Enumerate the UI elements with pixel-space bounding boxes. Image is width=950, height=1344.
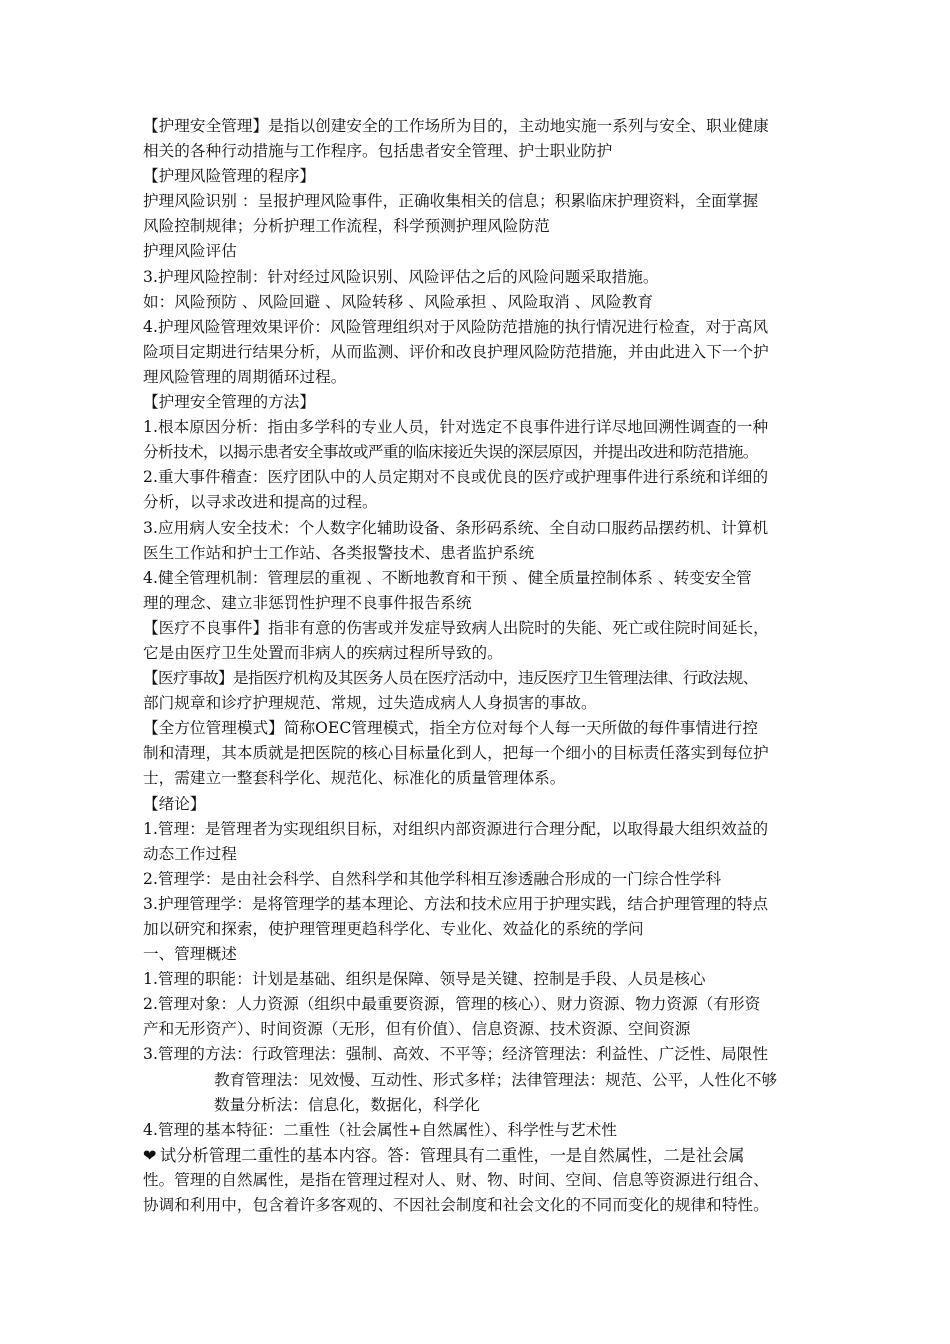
text-line: 如：风险预防 、风险回避 、风险转移 、风险承担 、风险取消 、风险教育 [143,292,653,311]
text-line: 教育管理法：见效慢、互动性、形式多样；法律管理法：规范、公平，人性化不够 [214,1070,778,1089]
text-line: 理的理念、建立非惩罚性护理不良事件报告系统 [143,593,472,612]
text-line: 4.健全管理机制：管理层的重视 、不断地教育和干预 、健全质量控制体系 、转变安全管 [143,568,752,587]
text-line: 3.护理管理学：是将管理学的基本理论、方法和技术应用于护理实践，结合护理管理的特点 [143,894,769,913]
question-line [143,1143,811,1168]
text-line: 4.护理风险管理效果评价：风险管理组织对于风险防范措施的执行情况进行检查，对于高风 [143,317,769,336]
text-line: 制和清理，其本质就是把医院的核心目标量化到人，把每一个细小的目标责任落实到每位护 [143,744,769,763]
text-line: 护理风险评估 [143,242,237,261]
text-line: 险项目定期进行结果分析，从而监测、评价和改良护理风险防范措施，并由此进入下一个护 [143,342,769,361]
text-line: 产和无形资产）、时间资源（无形，但有价值）、信息资源、技术资源、空间资源 [143,1020,691,1039]
text-line: 【医疗事故】是指医疗机构及其医务人员在医疗活动中，违反医疗卫生管理法律、行政法规、 [143,669,758,688]
text-line: 数量分析法：信息化，数据化，科学化 [214,1095,480,1114]
text-line: 3.护理风险控制：针对经过风险识别、风险评估之后的风险问题采取措施。 [143,267,659,286]
text-line: 1.管理的职能：计划是基础、组织是保障、领导是关键、控制是手段、人员是核心 [143,970,706,989]
text-line: 相关的各种行动措施与工作程序。包括患者安全管理、护士职业防护 [143,142,613,161]
heart-icon: ❤ [143,1145,157,1165]
text-line: 4.管理的基本特征：二重性（社会属性+自然属性）、科学性与艺术性 [143,1120,617,1139]
text-line: 3.应用病人安全技术：个人数字化辅助设备、条形码系统、全自动口服药品摆药机、计算机 [143,518,769,537]
text-line: 分析技术，以揭示患者安全事故或严重的临床接近失误的深层原因，并提出改进和防范措施。 [143,443,758,462]
text-line: 2.管理学：是由社会科学、自然科学和其他学科相互渗透融合形成的一门综合性学科 [143,869,722,888]
text-line: 性。管理的自然属性，是指在管理过程对人、财、物、时间、空间、信息等资源进行组合、 [143,1170,769,1189]
text-line: 风险控制规律；分析护理工作流程，科学预测护理风险防范 [143,217,550,236]
text-line: 部门规章和诊疗护理规范、常规，过失造成病人人身损害的事故。 [143,694,597,713]
text-line: 2.重大事件稽查：医疗团队中的人员定期对不良或优良的医疗或护理事件进行系统和详细的 [143,468,769,487]
text-line: 2.管理对象：人力资源（组织中最重要资源，管理的核心）、财力资源、物力资源（有形资 [143,995,761,1014]
text-line: 【护理安全管理】是指以创建安全的工作场所为目的，主动地实施一系列与安全、职业健康 [143,117,769,135]
text-line: 护理风险识别 ：呈报护理风险事件，正确收集相关的信息；积累临床护理资料，全面掌握 [143,192,759,211]
text-line: 它是由医疗卫生处置而非病人的疾病过程所导致的。 [143,643,503,662]
text-line: 加以研究和探索，使护理管理更趋科学化、专业化、效益化的系统的学问 [143,920,644,938]
text-line: 协调和利用中，包含着许多客观的、不因社会制度和社会文化的不同而变化的规律和特性。 [143,1196,769,1215]
text-line: 1.根本原因分析：指由多学科的专业人员，针对选定不良事件进行详尽地回溯性调查的一种 [143,418,769,437]
section-heading: 【护理风险管理的程序】 [143,167,316,186]
text-line: 理风险管理的周期循环过程。 [143,367,347,386]
text-line: 【医疗不良事件】指非有意的伤害或并发症导致病人出院时的失能、死亡或住院时间延长， [143,618,769,637]
question-text: 试分析管理二重性的基本内容。答：管理具有二重性，一是自然属性，二是社会属 [160,1145,745,1165]
document-body [143,114,811,1218]
text-line: 【全方位管理模式】简称OEC管理模式，指全方位对每个人每一天所做的每件事情进行控 [143,719,759,738]
text-line: 士，需建立一整套科学化、规范化、标准化的质量管理体系。 [143,769,566,788]
text-line: 医生工作站和护士工作站、各类报警技术、患者监护系统 [143,543,535,562]
section-heading: 一、管理概述 [143,945,237,964]
text-line: 动态工作过程 [143,844,237,863]
text-line: 3.管理的方法：行政管理法：强制、高效、不平等；经济管理法：利益性、广泛性、局限性 [143,1045,769,1064]
text-line: 分析，以寻求改进和提高的过程。 [143,493,378,512]
section-heading: 【绪论】 [143,794,206,813]
section-heading: 【护理安全管理的方法】 [143,393,316,412]
text-line: 1.管理：是管理者为实现组织目标，对组织内部资源进行合理分配，以取得最大组织效益的 [143,819,769,838]
